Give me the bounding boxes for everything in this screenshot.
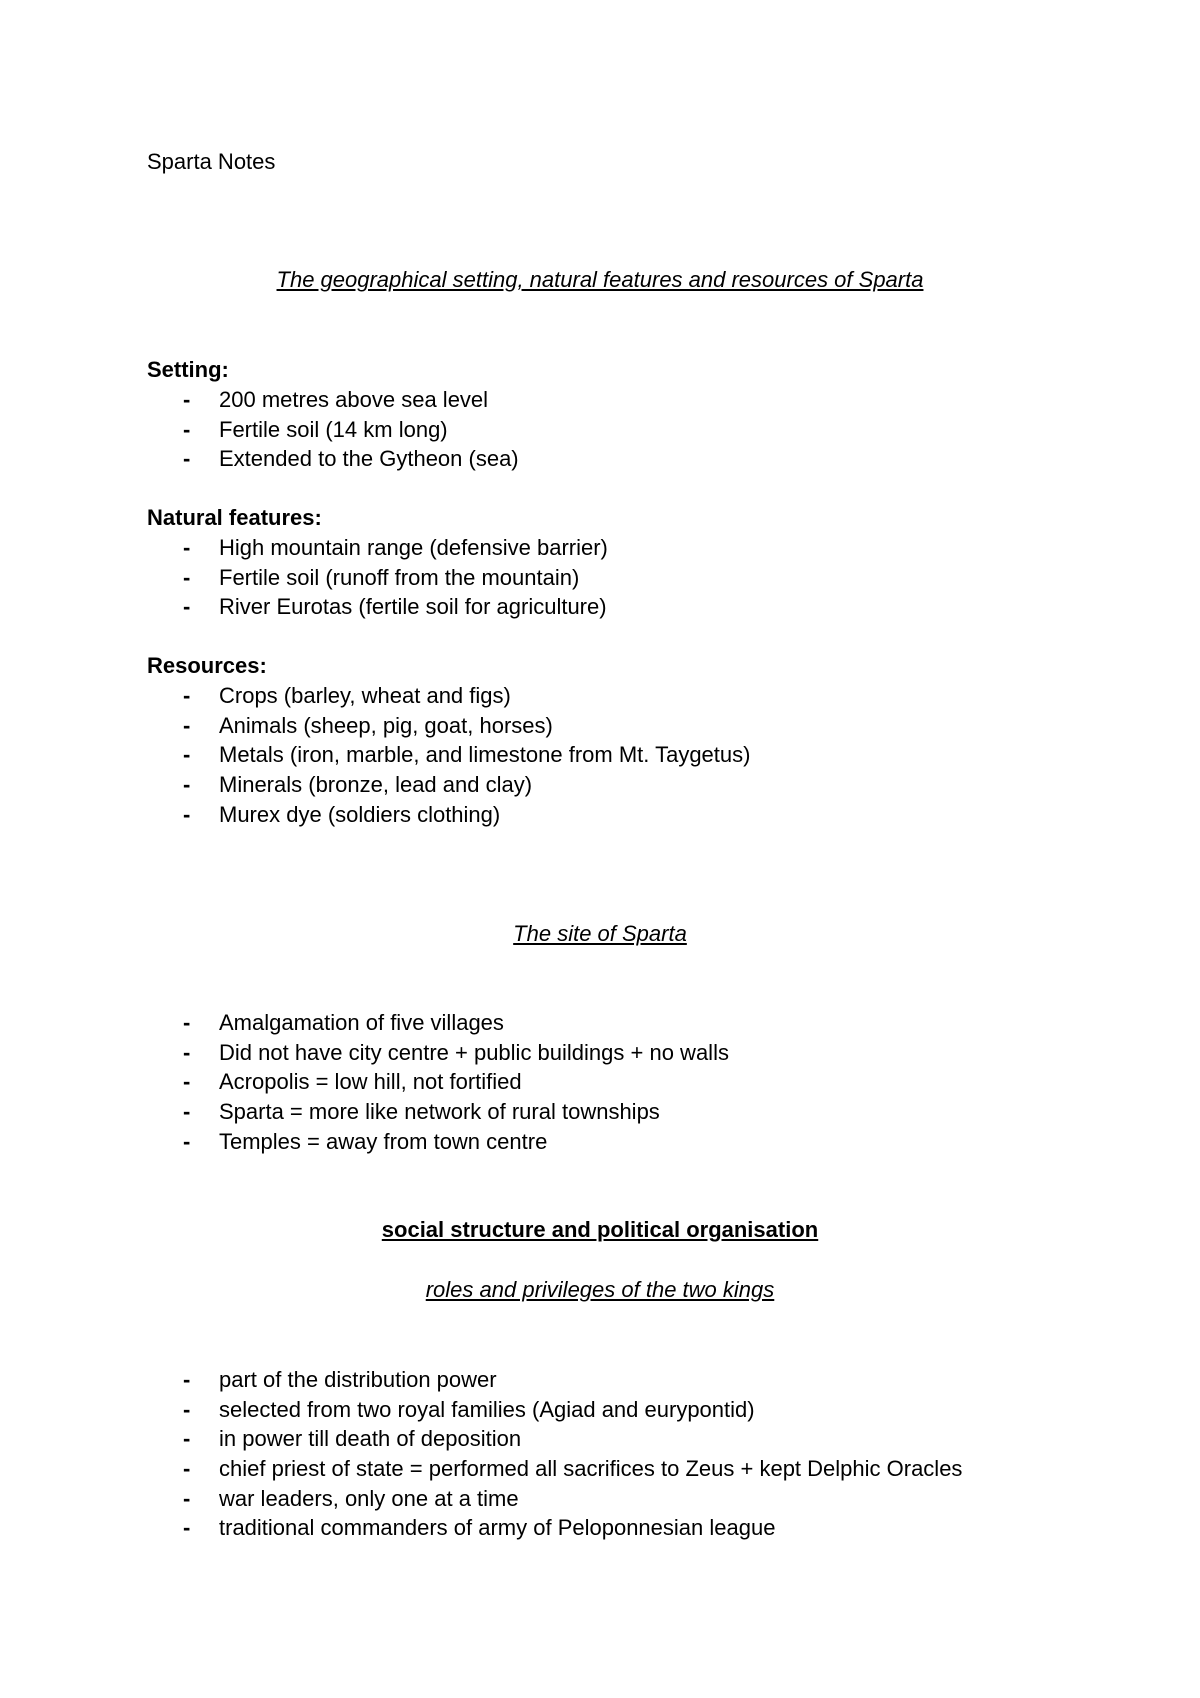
list-item: - River Eurotas (fertile soil for agriculture) bbox=[183, 594, 607, 620]
bullet-dash: - bbox=[183, 1010, 191, 1035]
list-item: - Metals (iron, marble, and limestone from Mt. Taygetus) bbox=[183, 742, 751, 768]
bullet-list-site bbox=[0, 1008, 1200, 1156]
list-item: - 200 metres above sea level bbox=[183, 387, 489, 412]
list-item: - Acropolis = low hill, not fortified bbox=[183, 1069, 522, 1095]
bullet-dash: - bbox=[183, 772, 191, 798]
list-item: - war leaders, only one at a time bbox=[183, 1485, 519, 1511]
list-item: - Animals (sheep, pig, goat, horses) bbox=[183, 712, 553, 738]
bullet-dash: - bbox=[183, 1515, 191, 1541]
list-item: - Murex dye (soldiers clothing) bbox=[183, 801, 501, 827]
bullet-dash: - bbox=[183, 1069, 191, 1095]
bullet-list-setting bbox=[0, 385, 1200, 474]
list-item: - Temples = away from town centre bbox=[183, 1128, 548, 1154]
bullet-dash: - bbox=[183, 446, 191, 472]
list-item: - Minerals (bronze, lead and clay) bbox=[183, 772, 533, 798]
bullet-dash: - bbox=[183, 1456, 191, 1482]
group-label-natural-features: Natural features: bbox=[147, 505, 322, 530]
bullet-dash: - bbox=[183, 683, 191, 708]
list-item: - in power till death of deposition bbox=[183, 1426, 522, 1452]
section-heading-site: The site of Sparta bbox=[513, 921, 687, 946]
bullet-dash: - bbox=[183, 564, 191, 590]
bullet-list-natural-features bbox=[0, 533, 1200, 622]
bullet-dash: - bbox=[183, 712, 191, 738]
bullet-dash: - bbox=[183, 1039, 191, 1065]
list-item: - Did not have city centre + public buildings + no walls bbox=[183, 1039, 729, 1065]
bullet-dash: - bbox=[183, 1396, 191, 1422]
list-item: - Fertile soil (14 km long) bbox=[183, 416, 448, 442]
bullet-dash: - bbox=[183, 387, 191, 412]
bullet-dash: - bbox=[183, 1485, 191, 1511]
group-label-resources: Resources: bbox=[147, 653, 267, 678]
list-item: - Amalgamation of five villages bbox=[183, 1010, 504, 1035]
bullet-dash: - bbox=[183, 1128, 191, 1154]
list-item: - Fertile soil (runoff from the mountain) bbox=[183, 564, 580, 590]
bullet-dash: - bbox=[183, 801, 191, 827]
bullet-dash: - bbox=[183, 416, 191, 442]
bullet-dash: - bbox=[183, 1099, 191, 1125]
bullet-dash: - bbox=[183, 1426, 191, 1452]
bullet-dash: - bbox=[183, 1367, 191, 1392]
list-item: - Extended to the Gytheon (sea) bbox=[183, 446, 519, 472]
group-label-setting: Setting: bbox=[147, 357, 229, 382]
list-item: - High mountain range (defensive barrier) bbox=[183, 535, 608, 560]
section-subheading-two-kings: roles and privileges of the two kings bbox=[425, 1277, 775, 1302]
list-item: - traditional commanders of army of Peloponnesian league bbox=[183, 1515, 776, 1541]
bullet-dash: - bbox=[183, 535, 191, 560]
list-item: - part of the distribution power bbox=[183, 1367, 497, 1392]
section-heading-social-structure: social structure and political organisation bbox=[381, 1217, 819, 1242]
list-item: - chief priest of state = performed all sacrifices to Zeus + kept Delphic Oracles bbox=[183, 1456, 963, 1482]
bullet-dash: - bbox=[183, 594, 191, 620]
list-item: - Sparta = more like network of rural townships bbox=[183, 1099, 660, 1125]
bullet-list-resources bbox=[0, 681, 1200, 829]
bullet-dash: - bbox=[183, 742, 191, 768]
document-title: Sparta Notes bbox=[147, 149, 276, 174]
list-item: - Crops (barley, wheat and figs) bbox=[183, 683, 511, 708]
bullet-list-two-kings bbox=[0, 1365, 1200, 1543]
section-heading-geography: The geographical setting, natural features and resources of Sparta bbox=[276, 267, 924, 292]
list-item: - selected from two royal families (Agiad and eurypontid) bbox=[183, 1396, 755, 1422]
